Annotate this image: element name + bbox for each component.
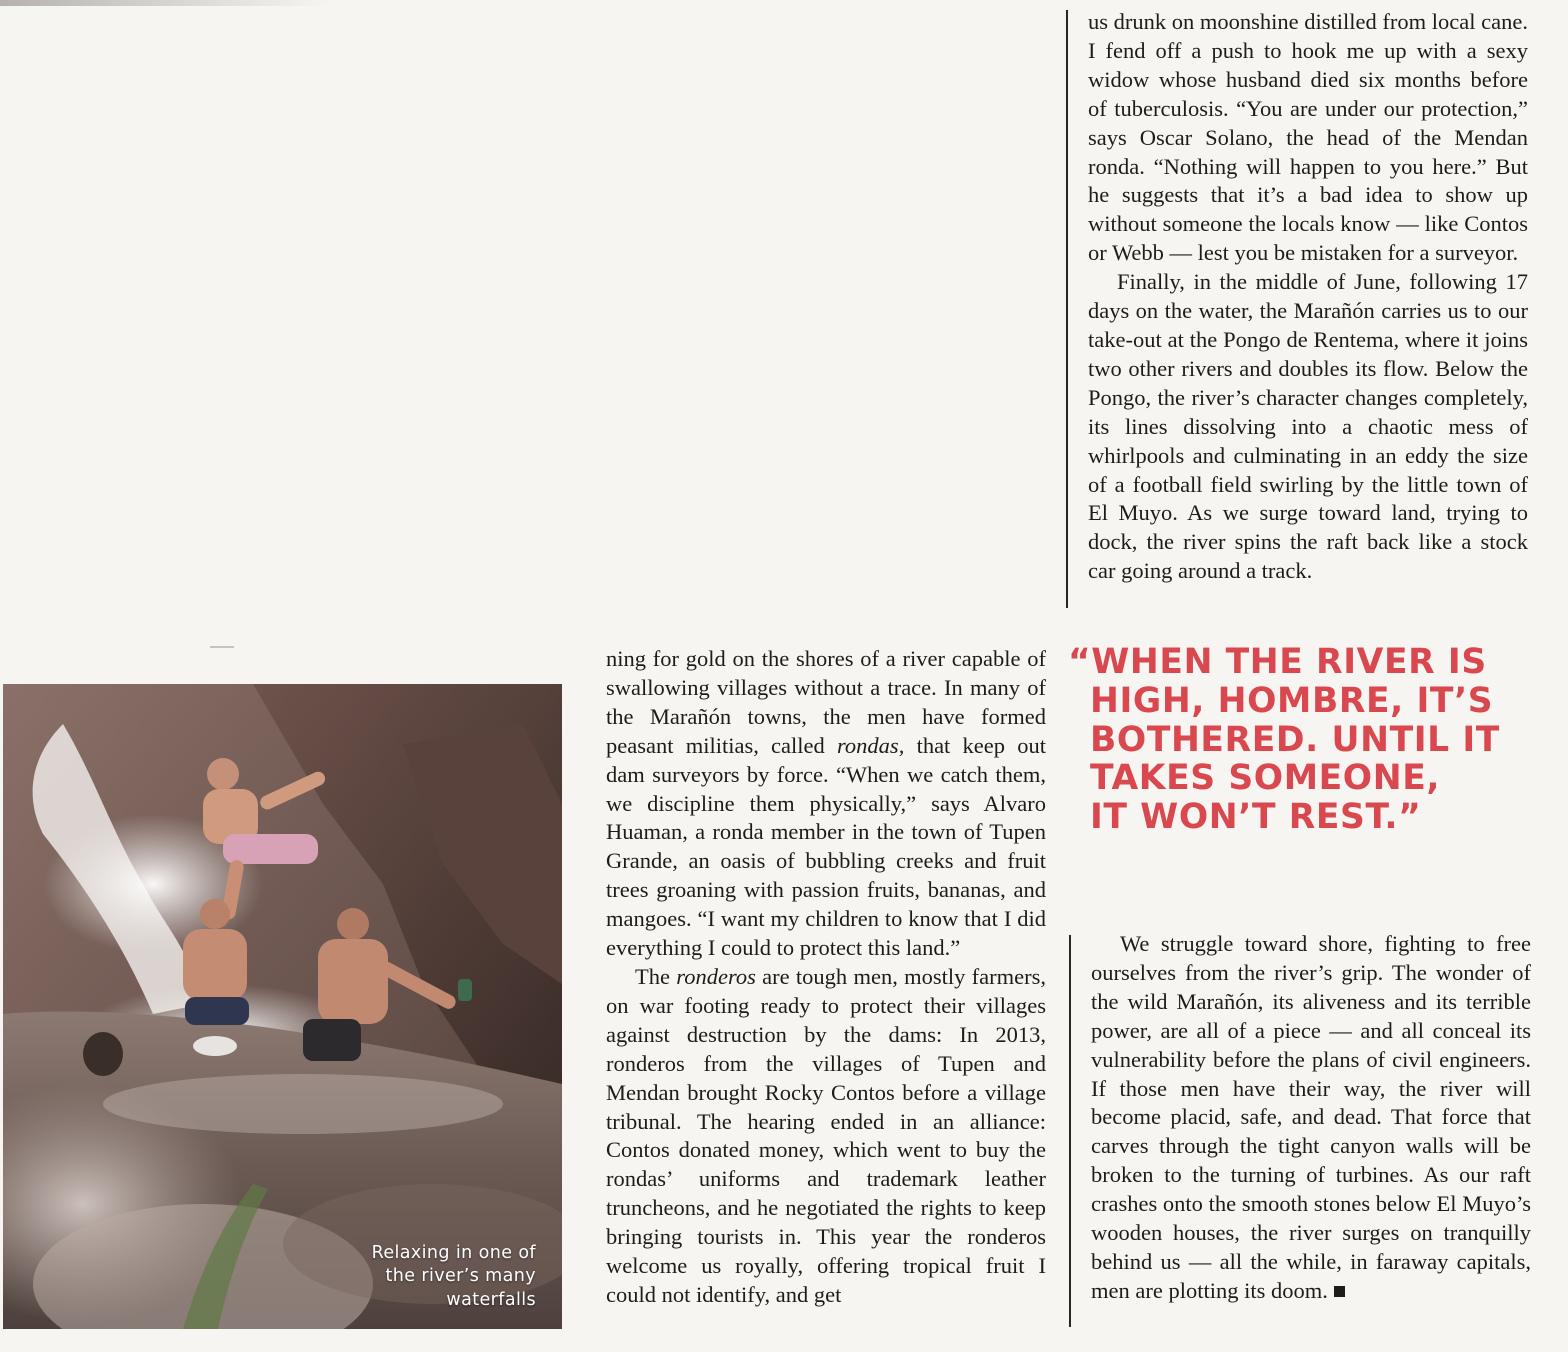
paragraph-text: that keep out dam surveyors by force. “When we catch them, we discipline them physically,” says Alvaro Huaman, a ronda member in the town of Tupen Grande, an oasis of bubbling creeks and fruit trees groaning with passion fruits, bananas, and mangoes. “I want my children to know that I did everything I could to protect this land.” (606, 732, 1046, 961)
article-column-bottom (1091, 930, 1531, 1306)
article-column-middle (606, 645, 1046, 1310)
paragraph-text: ning for gold on the shores of a river capable of swallowing villages without a trace. In many of the Marañón towns, the men have formed peasant militias, called (606, 646, 1046, 758)
end-mark-icon (1334, 1286, 1345, 1297)
photo-caption: Relaxing in one of the river’s many waterfalls (371, 1242, 536, 1310)
column-rule-top (1066, 10, 1068, 608)
scan-mark (210, 646, 234, 648)
paragraph-text: We struggle toward shore, fighting to free ourselves from the river’s grip. The wonder of the wild Marañón, its aliveness and its terrible power, are all of a piece — and all conceal its vulnerability before the plans of civil engineers. If those men have their way, the river will become placid, safe, and dead. That force that carves through the tight canyon walls will be broken to the turning of turbines. As our raft crashes onto the smooth stones below El Muyo’s wooden houses, the river surges on tranquilly behind us — all the while, in faraway capitals, men are plotting its doom. (1091, 931, 1531, 1303)
paragraph-text: The (635, 963, 677, 989)
paragraph-text: are tough men, mostly farmers, on war footing ready to protect their villages against destruction by the dams: In 2013, ronderos from the villages of Tupen and Mendan brought Rocky Contos before a village tribunal. The hearing ended in an alliance: Contos donated money, which went to buy the rondas’ uniforms and trademark leather truncheons, and he negotiated the rights to keep bringing tourists in. This year the ronderos welcome us royally, offering tropical fruit I could not identify, and get (606, 963, 1046, 1307)
article-paragraph (1091, 930, 1531, 1306)
pull-quote-line: BOTHERED. UNTIL IT (1090, 719, 1500, 760)
italic-term: rondas, (837, 732, 905, 758)
article-paragraph: us drunk on moonshine distilled from local cane. I fend off a push to hook me up with a sexy widow whose husband died six months before of tuberculosis. “You are under our protection,” says Oscar Solano, the head of the Mendan ronda. “Nothing will happen to you here.” But he suggests that it’s a bad idea to show up without someone the locals know — like Contos or Webb — lest you be mistaken for a surveyor. (1088, 9, 1528, 266)
pull-quote (1068, 643, 1548, 837)
column-rule-bottom (1069, 935, 1071, 1327)
waterfall-photo (3, 684, 562, 1329)
article-paragraph (606, 645, 1046, 963)
pull-quote-line: HIGH, HOMBRE, IT’S (1090, 680, 1494, 721)
scan-smudge (0, 0, 330, 6)
article-column-top (1088, 8, 1528, 586)
article-paragraph (606, 963, 1046, 1310)
pull-quote-line: “WHEN THE RIVER IS (1068, 642, 1487, 682)
italic-term: ronderos (676, 963, 756, 989)
waterfall-photo-image (3, 684, 562, 1329)
article-paragraph: Finally, in the middle of June, following 17 days on the water, the Marañón carries us to our take-out at the Pongo de Rentema, where it joins two other rivers and doubles its flow. Below the Pongo, the river’s character changes completely, its lines dissolving into a chaotic mess of whirlpools and culminating in an eddy the size of a football field swirling by the little town of El Muyo. As we surge toward land, trying to dock, the river spins the raft back like a stock car going around a track. (1088, 269, 1528, 584)
pull-quote-line: TAKES SOMEONE, (1090, 758, 1441, 799)
pull-quote-line: IT WON’T REST.” (1090, 797, 1422, 838)
